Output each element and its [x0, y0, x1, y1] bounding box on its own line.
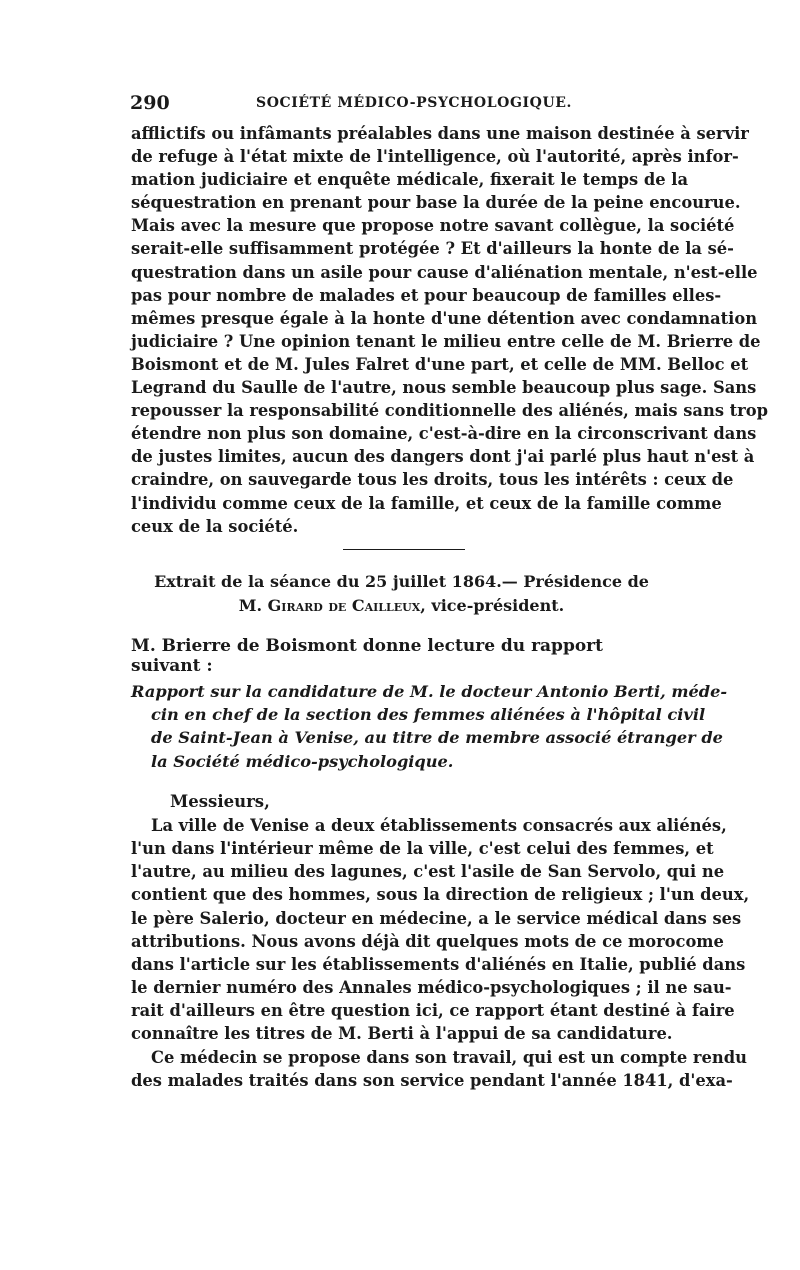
text-line: pas pour nombre de malades et pour beaucoup de familles elles-: [131, 285, 722, 305]
text-line: étendre non plus son domaine, c'est-à-dire en la circonscrivant dans: [131, 424, 757, 444]
salutation: Messieurs,: [170, 792, 270, 811]
paragraph-continued: [131, 122, 768, 538]
report-body: [131, 814, 750, 1092]
text-line: questration dans un asile pour cause d'aliénation mentale, n'est-elle: [131, 262, 758, 282]
title-line: cin en chef de la section des femmes aliénées à l'hôpital civil: [151, 705, 706, 725]
text-line: dans l'article sur les établissements d'aliénés en Italie, publié dans: [131, 954, 746, 974]
text-line: des malades traités dans son service pendant l'année 1841, d'exa-: [131, 1070, 733, 1090]
title-line: de Saint-Jean à Venise, au titre de membre associé étranger de: [151, 728, 723, 748]
president-suffix: , vice-président.: [420, 596, 565, 615]
session-extract-line: Extrait de la séance du 25 juillet 1864.— Présidence de: [154, 572, 649, 591]
text-line: le dernier numéro des Annales médico-psychologiques ; il ne sau-: [131, 978, 732, 998]
text-line: l'un dans l'intérieur même de la ville, c'est celui des femmes, et: [131, 839, 714, 859]
text-line: Ce médecin se propose dans son travail, qui est un compte rendu: [151, 1047, 747, 1067]
title-line: la Société médico-psychologique.: [151, 751, 454, 771]
text-line: mêmes presque égale à la honte d'une détention avec condamnation: [131, 308, 758, 328]
text-line: ceux de la société.: [131, 516, 299, 536]
text-line: Boismont et de M. Jules Falret d'une part, et celle de MM. Belloc et: [131, 354, 749, 374]
section-divider: [343, 549, 465, 550]
title-line: Rapport sur la candidature de M. le docteur Antonio Berti, méde-: [131, 682, 728, 701]
text-line: repousser la responsabilité conditionnelle des aliénés, mais sans trop: [131, 401, 768, 421]
text-line: le père Salerio, docteur en médecine, a le service médical dans ses: [131, 908, 742, 928]
text-line: La ville de Venise a deux établissements consacrés aux aliénés,: [151, 816, 727, 835]
text-line: contient que des hommes, sous la direction de religieux ; l'un deux,: [131, 885, 750, 905]
page-header: [130, 92, 675, 118]
report-title: [131, 680, 728, 773]
running-head: SOCIÉTÉ MÉDICO-PSYCHOLOGIQUE.: [256, 95, 572, 111]
text-line: Legrand du Saulle de l'autre, nous semble beaucoup plus sage. Sans: [131, 378, 757, 398]
text-line: rait d'ailleurs en être question ici, ce rapport étant destiné à faire: [131, 1001, 735, 1021]
page-number: 290: [130, 92, 170, 114]
text-line: serait-elle suffisamment protégée ? Et d'ailleurs la honte de la sé-: [131, 239, 734, 259]
text-line: connaître les titres de M. Berti à l'appui de sa candidature.: [131, 1024, 673, 1044]
reading-announcement: M. Brierre de Boismont donne lecture du rapport suivant :: [131, 636, 603, 676]
text-line: craindre, on sauvegarde tous les droits, tous les intérêts : ceux de: [131, 470, 734, 490]
text-line: l'individu comme ceux de la famille, et ceux de la famille comme: [131, 493, 722, 513]
text-line: attributions. Nous avons déjà dit quelques mots de ce morocome: [131, 931, 724, 951]
text-line: séquestration en prenant pour base la durée de la peine encourue.: [131, 193, 741, 213]
text-line: de refuge à l'état mixte de l'intelligence, où l'autorité, après infor-: [131, 147, 739, 167]
text-line: afflictifs ou infâmants préalables dans une maison destinée à servir: [131, 124, 749, 143]
president-name: Girard de Cailleux: [267, 596, 421, 615]
text-line: mation judiciaire et enquête médicale, fixerait le temps de la: [131, 170, 689, 190]
text-line: Mais avec la mesure que propose notre savant collègue, la société: [131, 216, 735, 236]
session-president-line: [131, 594, 672, 617]
text-line: judiciaire ? Une opinion tenant le milieu entre celle de M. Brierre de: [131, 331, 761, 351]
president-prefix: M.: [238, 596, 268, 615]
text-line: l'autre, au milieu des lagunes, c'est l'asile de San Servolo, qui ne: [131, 862, 725, 882]
text-line: de justes limites, aucun des dangers dont j'ai parlé plus haut n'est à: [131, 447, 755, 467]
